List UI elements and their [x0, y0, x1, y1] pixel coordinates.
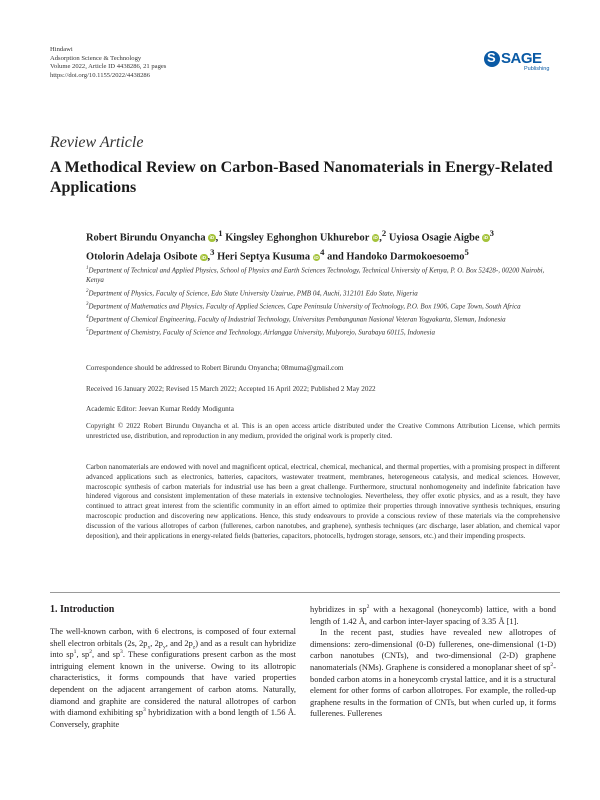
body-paragraph: The well-known carbon, with 6 electrons, is composed of four external shell electron orbitals (2s, $2p_x$, $2p_y$, and $2p_z$) and as a result can hybridize into $sp^1$, $sp^2$, and $sp^3$. These configurations present carbon as the most intriguing element known in the universe. Owing to its allotropic characteristics, it forms compounds that have varied properties dependent on the adjacent arrangement of carbon atoms. Naturally, diamond and graphite are considered the natural allotropes of carbon with diamond exhibiting $sp^3$ hybridization with a bond length of 1.56 Å. Conversely, graphite: [50, 627, 296, 729]
section-divider: [50, 592, 560, 593]
article-dates: Received 16 January 2022; Revised 15 March 2022; Accepted 16 April 2022; Published 2 May 2022: [86, 385, 376, 393]
copyright-notice: Copyright © 2022 Robert Birundu Onyancha et al. This is an open access article distributed under the Creative Commons Attribution License, which permits unrestricted use, distribution, and reproduction in any medium, provided the original work is properly cited.: [86, 422, 560, 440]
author-affil-sup: 2: [381, 228, 387, 238]
journal-info: [50, 46, 166, 80]
affiliation: $^4$Department of Chemical Engineering, Faculty of Industrial Technology, Universitas Pembangunan Nasional Veteran Yogyakarta, Sleman, Indonesia: [86, 314, 506, 324]
orcid-icon[interactable]: iD: [373, 235, 378, 241]
author-name: Robert Birundu Onyancha: [86, 232, 206, 244]
sage-logo-mark: S: [484, 51, 500, 67]
orcid-icon[interactable]: iD: [209, 235, 215, 241]
author-list: Robert Birundu Onyancha iD,$^1$ Kingsley Eghonghon Ukhurebor iD,$^2$ Uyiosa Osagie Aigbe $iD^3$ Otolorin Adelaja Osibote iD,$^3$ Heri Septya Kusuma $iD^4$ and Handoko Darmokoesoemo$^5$: [86, 228, 494, 263]
sage-logo-word: SAGE: [501, 50, 542, 67]
abstract: Carbon nanomaterials are endowed with novel and magnificent optical, electrical, chemical, mechanical, and thermal properties, with a promising prospect in different advanced applications such as electronics, batteries, capacitors, wastewater treatment, membranes, heterogeneous catalysis, and medical sciences. However, macroscopic synthesis of carbon materials for industrial use has been a great challenge. Furthermore, structural nonhomogeneity and indefinite fabrication have hindered vigorous and consistent implementation of these materials in extensive technologies. Nevertheless, they offer exotic physics, and as a result, they have continued to attract great interest from the scientific community in an effort aimed to optimize their properties through innovative synthesis techniques, ensuring macroscopic production and discovering new applications. Hence, this study endeavours to provide a conscious review of these materials via the comprehensive discussion of the various allotropes of carbon (fullerenes, carbon nanotubes, and graphene), synthesis techniques (arc discharge, laser ablation, and chemical vapor deposition), and their applications in energy-related fields (batteries, capacitors, photocells, hydrogen storage, sensors, etc.) and their impending prospects.: [86, 463, 560, 540]
affiliation: $^3$Department of Mathematics and Physics, Faculty of Applied Sciences, Cape Peninsula University of Technology, P.O. Box 1906, Cape Town, South Africa: [86, 301, 521, 311]
sage-logo: [484, 50, 554, 74]
sage-logo-publishing: Publishing: [524, 66, 550, 72]
author-affil-sup: 4: [320, 247, 325, 258]
author-affil-sup: 3: [210, 247, 215, 258]
author-affil-sup: 3: [489, 228, 494, 238]
orcid-icon[interactable]: iD: [483, 235, 489, 241]
body-paragraph: hybridizes in $sp^2$ with a hexagonal (honeycomb) lattice, with a bond length of 1.42 Å, and carbon inter-layer spacing of 3.35 Å [1].: [310, 604, 556, 626]
author-name: Otolorin Adelaja Osibote: [86, 251, 198, 263]
author-name: Heri Septya Kusuma: [217, 251, 311, 263]
academic-editor: Academic Editor: Jeevan Kumar Reddy Modigunta: [86, 405, 234, 413]
body-column-right: [310, 604, 556, 720]
author-affil-sup: 5: [464, 247, 469, 258]
doi-link[interactable]: https://doi.org/10.1155/2022/4438286: [50, 71, 151, 79]
journal-name: Adsorption Science & Technology: [50, 54, 142, 62]
volume-info: Volume 2022, Article ID 4438286, 21 pages: [50, 63, 167, 71]
article-title: A Methodical Review on Carbon-Based Nanomaterials in Energy-Related Applications: [50, 159, 553, 196]
author-name: Uyiosa Osagie Aigbe: [388, 232, 480, 244]
author-affil-sup: 1: [218, 228, 223, 238]
author-name: and Handoko Darmokoesoemo: [327, 251, 465, 263]
article-type: Review Article: [50, 134, 144, 151]
body-column-left: [50, 604, 296, 730]
publisher-name: Hindawi: [50, 46, 73, 53]
author-name: Kingsley Eghonghon Ukhurebor: [225, 232, 370, 244]
affiliation: $^1$Department of Technical and Applied Physics, School of Physics and Earth Sciences Technology, Technical University of Kenya, P. O. Box 52428-, 00200 Nairobi, Kenya: [86, 266, 545, 285]
orcid-icon[interactable]: iD: [201, 254, 207, 260]
section-heading: 1. Introduction: [50, 604, 115, 615]
body-paragraph: In the recent past, studies have revealed new allotropes of dimensions: zero-dimensional (0-D) fullerenes, one-dimensional (1-D) carbon nanotubes (CNTs), and two-dimensional (2-D) graphene nanomaterials (NMs). Graphene is considered a monoplanar sheet of $sp^2$-bonded carbon atoms in a honeycomb crystal lattice, and it is a structural element for other forms of carbon allotropes. For example, the rolled-up graphene results in the formation of CNTs, but when curled up, it forms fullerenes. Fullerenes: [310, 628, 556, 719]
correspondence: Correspondence should be addressed to Robert Birundu Onyancha; 08muma@gmail.com: [86, 364, 344, 372]
orcid-icon[interactable]: iD: [314, 254, 319, 260]
affiliations: [86, 264, 560, 339]
affiliation: $^2$Department of Physics, Faculty of Science, Edo State University Uzairue, PMB 04, Auchi, 312101 Edo State, Nigeria: [86, 288, 418, 298]
affiliation: $^5$Department of Chemistry, Faculty of Science and Technology, Airlangga University, Mulyorejo, Surabaya 60115, Indonesia: [86, 327, 435, 337]
